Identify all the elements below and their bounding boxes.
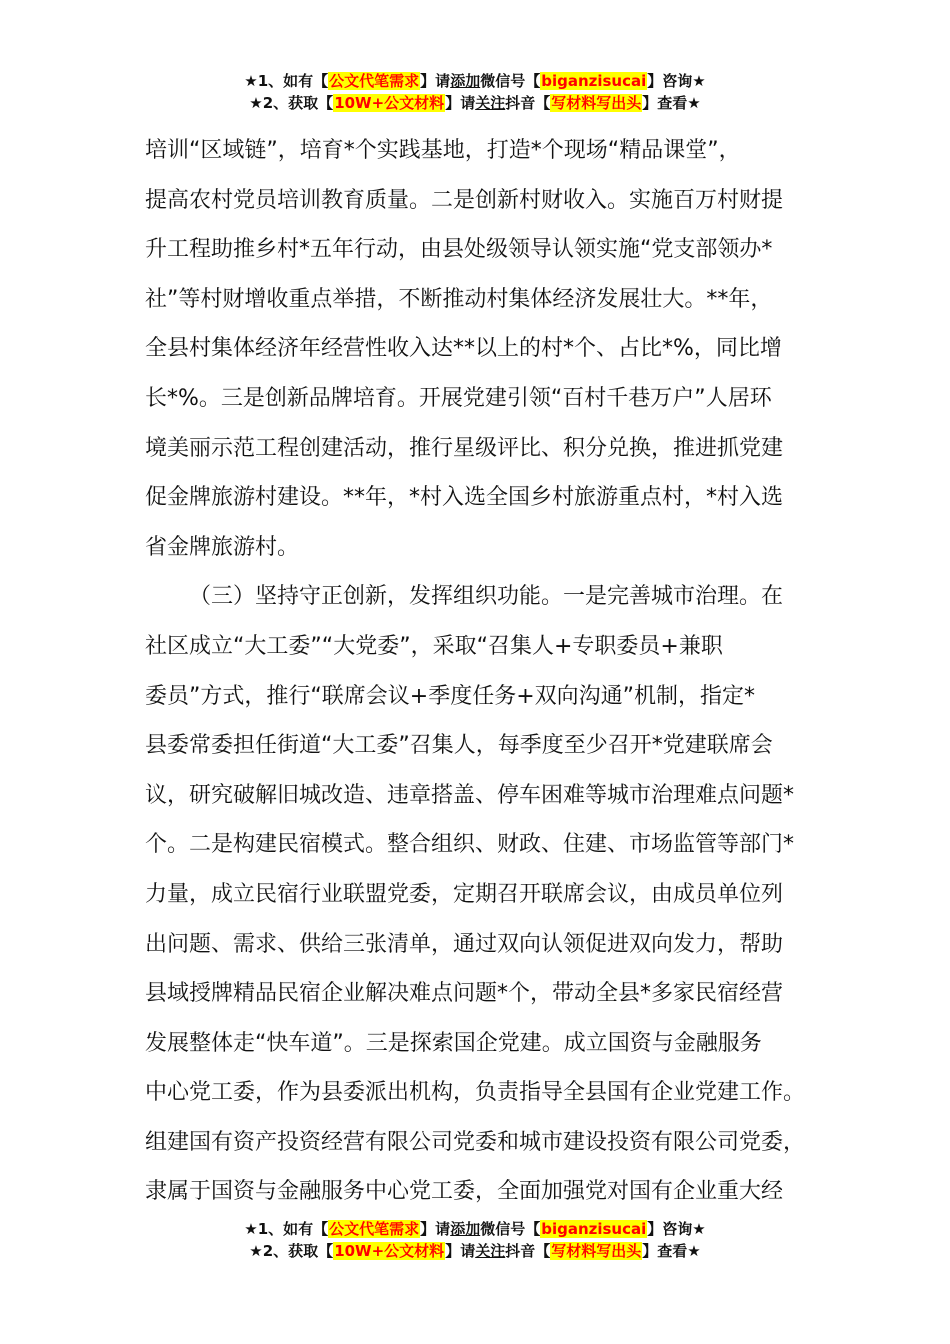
promo-text: 抖音【 [505,94,551,112]
promo-text: ★1、如有【 [244,72,329,90]
body-line: 促金牌旅游村建设。**年，*村入选全国乡村旅游重点村，*村入选 [145,485,784,511]
promo-highlight: 10W+公文材料 [334,94,445,112]
body-line: 组建国有资产投资经营有限公司党委和城市建设投资有限公司党委， [145,1129,806,1155]
promo-underlined-text: 关注 [475,1242,506,1260]
promo-line-2 [0,1240,950,1262]
body-line: 升工程助推乡村*五年行动，由县处级领导认领实施“党支部领办* [145,237,773,263]
body-line: 委员”方式，推行“联席会议+季度任务+双向沟通”机制，指定* [145,683,756,709]
body-line: 社”等村财增收重点举措，不断推动村集体经济发展壮大。**年， [145,286,773,312]
body-line: 全县村集体经济年经营性收入达**以上的村*个、占比*%，同比增 [145,336,782,362]
body-line: 县域授牌精品民宿企业解决难点问题*个，带动全县*多家民宿经营 [145,981,784,1007]
promo-text: 】请 [445,94,476,112]
body-line: 社区成立“大工委”“大党委”，采取“召集人+专职委员+兼职 [145,633,723,659]
body-line: 省金牌旅游村。 [145,534,300,560]
body-line: 力量，成立民宿行业联盟党委，定期召开联席会议，由成员单位列 [145,881,784,907]
promo-highlight: 公文代笔需求 [329,1220,420,1238]
body-line: 提高农村党员培训教育质量。二是创新村财收入。实施百万村财提 [145,187,784,213]
body-line: 出问题、需求、供给三张清单，通过双向认领促进双向发力，帮助 [145,931,784,957]
promo-text: ★1、如有【 [244,1220,329,1238]
body-line: 议，研究破解旧城改造、违章搭盖、停车困难等城市治理难点问题* [145,782,795,808]
section-heading-line: （三）坚持守正创新，发挥组织功能。一是完善城市治理。在 [189,584,784,610]
promo-highlight: 公文代笔需求 [329,72,420,90]
promo-line-2 [0,92,950,114]
promo-line-1 [0,1218,950,1240]
promo-text: ★2、获取【 [249,1242,334,1260]
body-line: 中心党工委，作为县委派出机构，负责指导全县国有企业党建工作。 [145,1080,806,1106]
footer-promo-banner [0,1218,950,1262]
promo-text: 微信号【 [480,72,541,90]
promo-line-1 [0,70,950,92]
body-line: 境美丽示范工程创建活动，推行星级评比、积分兑换，推进抓党建 [145,435,784,461]
promo-text: 】查看★ [642,1242,701,1260]
promo-underlined-text: 关注 [475,94,506,112]
body-line: 个。二是构建民宿模式。整合组织、财政、住建、市场监管等部门* [145,832,795,858]
promo-text: 抖音【 [505,1242,551,1260]
promo-text: 】咨询★ [647,1220,706,1238]
promo-highlight: 写材料写出头 [551,1242,642,1260]
promo-text: 微信号【 [480,1220,541,1238]
promo-highlight: biganzisucai [541,72,647,90]
body-line: 隶属于国资与金融服务中心党工委，全面加强党对国有企业重大经 [145,1179,784,1205]
promo-text: 】请 [445,1242,476,1260]
promo-text: ★2、获取【 [249,94,334,112]
promo-text: 】请 [420,1220,451,1238]
promo-text: 】请 [420,72,451,90]
promo-text: 】查看★ [642,94,701,112]
body-line: 县委常委担任街道“大工委”召集人，每季度至少召开*党建联席会 [145,733,773,759]
promo-highlight: 10W+公文材料 [334,1242,445,1260]
body-line: 培训“区域链”，培育*个实践基地，打造*个现场“精品课堂”， [145,138,741,163]
body-line: 长*%。三是创新品牌培育。开展党建引领“百村千巷万户”人居环 [145,385,772,411]
document-body [145,126,835,1217]
promo-underlined-text: 添加 [450,72,481,90]
promo-underlined-text: 添加 [450,1220,481,1238]
header-promo-banner [0,70,950,114]
promo-highlight: 写材料写出头 [551,94,642,112]
promo-highlight: biganzisucai [541,1220,647,1238]
body-line: 发展整体走“快车道”。三是探索国企党建。成立国资与金融服务 [145,1030,762,1056]
promo-text: 】咨询★ [647,72,706,90]
